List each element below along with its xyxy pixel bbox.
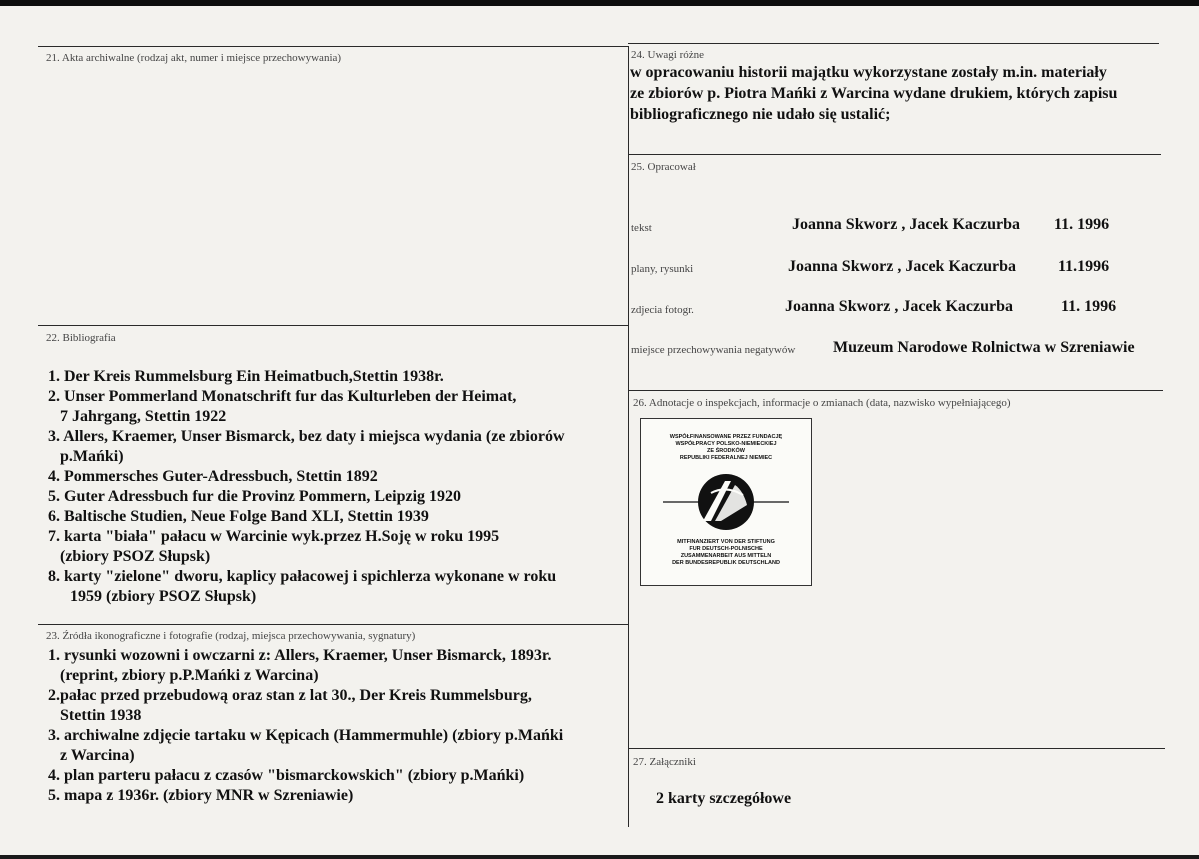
credit-names-drawings: Joanna Skworz , Jacek Kaczurba — [788, 258, 1016, 275]
list-item-text: 2.pałac przed przebudową oraz stan z lat 30., Der Kreis Rummelsburg, — [48, 687, 532, 704]
remarks-line: ze zbiorów p. Piotra Mańki z Warcina wydane drukiem, których zapisu — [630, 85, 1118, 102]
list-item — [48, 387, 565, 427]
bibliography-list — [48, 367, 565, 607]
stamp-line: ZUSAMMENARBEIT AUS MITTELN — [680, 553, 772, 559]
rule-24-25 — [628, 154, 1161, 155]
list-item-continuation: z Warcina) — [60, 747, 135, 764]
credit-label-photos: zdjecia fotogr. — [631, 304, 694, 316]
stamp-line: WSPÓŁPRACY POLSKO-NIEMIECKIEJ — [675, 441, 777, 447]
list-item — [48, 646, 563, 686]
negatives-storage-label: miejsce przechowywania negatywów — [631, 344, 796, 356]
list-item-continuation: Stettin 1938 — [60, 707, 142, 724]
credit-date-text: 11. 1996 — [1054, 216, 1110, 233]
list-item-text: 4. plan parteru pałacu z czasów "bismarckowskich" (zbiory p.Mańki) — [48, 767, 525, 784]
section-22-label: 22. Bibliografia — [46, 332, 116, 344]
section-24-label: 24. Uwagi różne — [631, 49, 705, 61]
rule-22-23 — [38, 624, 628, 625]
credit-label-text: tekst — [631, 222, 652, 234]
credit-names-photos: Joanna Skworz , Jacek Kaczurba — [785, 298, 1013, 315]
stamp-line: FUR DEUTSCH-POLNISCHE — [689, 546, 763, 552]
section-27-label: 27. Załączniki — [633, 756, 696, 768]
center-divider — [628, 46, 629, 827]
list-item — [48, 467, 565, 487]
list-item — [48, 367, 565, 387]
list-item-text: 1. rysunki wozowni i owczarni z: Allers, Kraemer, Unser Bismarck, 1893r. — [48, 647, 552, 664]
attachments-value: 2 karty szczegółowe — [656, 790, 792, 807]
stamp-line: ZE ŚRODKÓW — [707, 448, 745, 454]
foundation-stamp — [640, 418, 812, 586]
section-23-label: 23. Źródła ikonograficzne i fotografie (rodzaj, miejsca przechowywania, sygnatury) — [46, 630, 416, 642]
list-item — [48, 427, 565, 467]
list-item — [48, 527, 565, 567]
list-item-text: 2. Unser Pommerland Monatschrift fur das Kulturleben der Heimat, — [48, 388, 517, 405]
negatives-storage-value: Muzeum Narodowe Rolnictwa w Szreniawie — [833, 339, 1135, 356]
top-rule-right — [628, 43, 1159, 44]
stamp-text-german — [641, 539, 811, 567]
credit-date-drawings: 11.1996 — [1058, 258, 1110, 275]
scan-top-edge — [0, 0, 1199, 6]
list-item-text: 3. archiwalne zdjęcie tartaku w Kępicach (Hammermuhle) (zbiory p.Mańki — [48, 727, 564, 744]
list-item-text: 4. Pommersches Guter-Adressbuch, Stettin 1892 — [48, 468, 378, 485]
list-item-text: 3. Allers, Kraemer, Unser Bismarck, bez daty i miejsca wydania (ze zbiorów — [48, 428, 565, 445]
rule-21-22 — [38, 325, 628, 326]
credit-names-text: Joanna Skworz , Jacek Kaczurba — [792, 216, 1020, 233]
stamp-text-polish — [641, 434, 811, 462]
list-item — [48, 786, 563, 806]
credit-date-photos: 11. 1996 — [1061, 298, 1117, 315]
rule-26-27 — [628, 748, 1165, 749]
section-26-label: 26. Adnotacje o inspekcjach, informacje o zmianach (data, nazwisko wypełniającego) — [633, 397, 1011, 409]
list-item-continuation: 1959 (zbiory PSOZ Słupsk) — [70, 588, 257, 605]
foundation-logo-icon — [641, 467, 811, 537]
section-25-label: 25. Opracował — [631, 161, 696, 173]
iconography-list — [48, 646, 563, 806]
list-item-continuation: p.Mańki) — [60, 448, 124, 465]
list-item-text: 7. karta "biała" pałacu w Warcinie wyk.przez H.Soję w roku 1995 — [48, 528, 500, 545]
rule-25-26 — [628, 390, 1163, 391]
list-item-continuation: (zbiory PSOZ Słupsk) — [60, 548, 211, 565]
stamp-line: REPUBLIKI FEDERALNEJ NIEMIEC — [679, 455, 773, 461]
remarks-line: w opracowaniu historii majątku wykorzystane zostały m.in. materiały — [630, 64, 1107, 81]
credit-label-drawings: plany, rysunki — [631, 263, 694, 275]
list-item-continuation: (reprint, zbiory p.P.Mańki z Warcina) — [60, 667, 319, 684]
list-item-text: 8. karty "zielone" dworu, kaplicy pałacowej i spichlerza wykonane w roku — [48, 568, 557, 585]
list-item — [48, 766, 563, 786]
remarks-line: bibliograficznego nie udało się ustalić; — [630, 106, 891, 123]
list-item — [48, 686, 563, 726]
list-item — [48, 567, 565, 607]
list-item — [48, 726, 563, 766]
list-item-text: 5. Guter Adressbuch fur die Provinz Pommern, Leipzig 1920 — [48, 488, 462, 505]
list-item — [48, 507, 565, 527]
list-item-text: 1. Der Kreis Rummelsburg Ein Heimatbuch,Stettin 1938r. — [48, 368, 444, 385]
top-rule-left — [38, 46, 628, 47]
stamp-line: MITFINANZIERT VON DER STIFTUNG — [677, 539, 775, 545]
scan-bottom-edge — [0, 855, 1199, 859]
stamp-line: DER BUNDESREPUBLIK DEUTSCHLAND — [672, 560, 780, 566]
list-item-continuation: 7 Jahrgang, Stettin 1922 — [60, 408, 227, 425]
list-item-text: 6. Baltische Studien, Neue Folge Band XLI, Stettin 1939 — [48, 508, 429, 525]
list-item-text: 5. mapa z 1936r. (zbiory MNR w Szreniawie) — [48, 787, 354, 804]
section-21-label: 21. Akta archiwalne (rodzaj akt, numer i miejsce przechowywania) — [46, 52, 342, 64]
stamp-line: WSPÓŁFINANSOWANE PRZEZ FUNDACJĘ — [669, 434, 783, 440]
list-item — [48, 487, 565, 507]
